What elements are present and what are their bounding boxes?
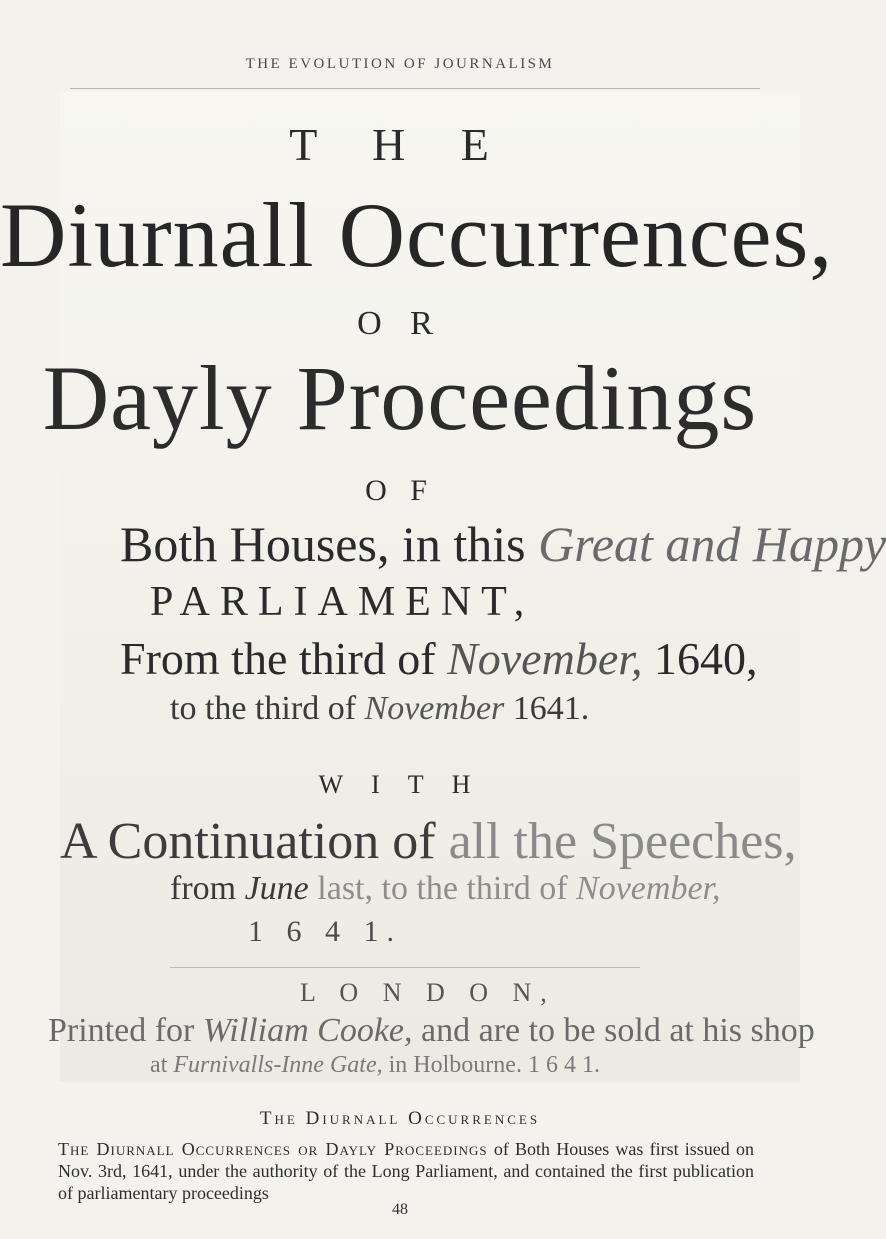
page-number: 48 bbox=[392, 1201, 408, 1218]
title-dayly-proceedings: Dayly Proceedings bbox=[42, 347, 758, 449]
title-from-june-line bbox=[170, 870, 800, 908]
imprint-holbourne: in Holbourne. bbox=[388, 1052, 522, 1078]
title-all-the-speeches: all the Speeches, bbox=[448, 813, 797, 870]
title-diurnall-occurrences: Diurnall Occurrences, bbox=[0, 184, 834, 286]
imprint-printed-for: Printed for bbox=[48, 1012, 195, 1049]
title-both-houses-line bbox=[120, 515, 886, 573]
title-from: from bbox=[170, 870, 237, 907]
title-to-third-of: to the third of bbox=[170, 690, 357, 727]
caption-title: The Diurnall Occurrences bbox=[259, 1108, 541, 1129]
running-head: THE EVOLUTION OF JOURNALISM bbox=[245, 56, 555, 72]
caption-text: of Both Houses was first issued on Nov. 3rd, 1641, under the authority of the Long Parliament, and contained the first publication of parliamentary proceedings bbox=[58, 1139, 754, 1203]
title-continuation: A Continuation of bbox=[60, 813, 436, 870]
title-year-line: 1 6 4 1. bbox=[248, 915, 402, 948]
title-year-1641: 1641. bbox=[512, 690, 590, 727]
title-great-and-happy: Great and Happy bbox=[538, 516, 886, 572]
title-or: O R bbox=[357, 305, 443, 342]
title-november-3: November, bbox=[576, 870, 721, 907]
header-rule bbox=[70, 88, 760, 89]
title-the: T H E bbox=[289, 119, 511, 170]
title-of: O F bbox=[365, 474, 435, 507]
imprint-at-line bbox=[150, 1052, 800, 1079]
title-november: November, bbox=[447, 633, 643, 684]
imprint-year: 1 6 4 1. bbox=[527, 1052, 600, 1078]
title-year-1640: 1640, bbox=[654, 633, 758, 684]
imprint-rule bbox=[170, 967, 640, 968]
title-continuation-line bbox=[60, 812, 800, 871]
title-to-line bbox=[170, 690, 800, 728]
imprint-sold-at-shop: and are to be sold at his shop bbox=[421, 1012, 815, 1049]
imprint-printed-line bbox=[48, 1012, 815, 1050]
title-november-2: November bbox=[364, 690, 505, 727]
imprint-london: L O N D O N, bbox=[300, 978, 556, 1007]
imprint-at: at bbox=[150, 1052, 168, 1078]
title-last-to-third: last, to the third of bbox=[317, 870, 568, 907]
title-from-third-of: From the third of bbox=[120, 633, 436, 684]
title-june: June bbox=[244, 870, 309, 907]
caption-lead: The Diurnall Occurrences or Dayly Proceedings bbox=[58, 1139, 488, 1159]
title-parliament: PARLIAMENT, bbox=[150, 579, 535, 625]
title-both-houses: Both Houses, in this bbox=[120, 516, 526, 572]
title-with: W I T H bbox=[318, 770, 482, 799]
imprint-furnivalls-gate: Furnivalls-Inne Gate, bbox=[173, 1052, 383, 1078]
caption-body bbox=[58, 1138, 754, 1204]
imprint-william-cooke: William Cooke, bbox=[202, 1012, 413, 1049]
title-from-line bbox=[120, 632, 800, 685]
